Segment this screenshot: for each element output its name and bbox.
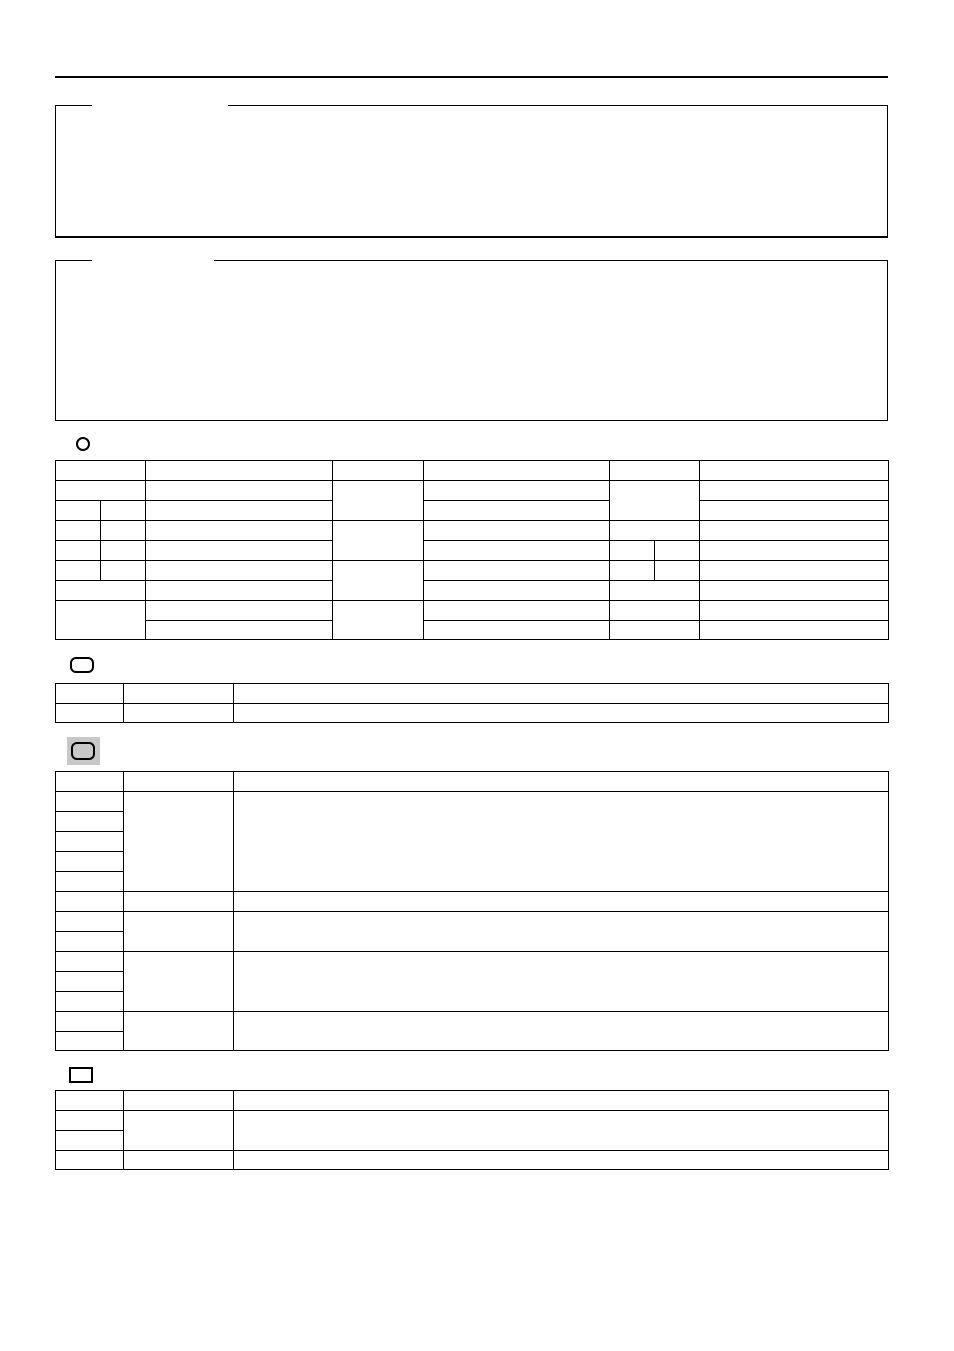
spec-cell: [56, 481, 146, 501]
spec-table-header-row: [56, 461, 889, 481]
table-3-row: [56, 892, 889, 912]
table-4-cell: [56, 1131, 124, 1151]
spec-cell: [333, 601, 424, 640]
spec-table-row: [56, 621, 889, 640]
spec-cell: [56, 601, 146, 640]
table-4-cell: [56, 1111, 124, 1131]
table-2-cell: [56, 684, 124, 704]
spec-cell: [146, 621, 333, 640]
table-4-row: [56, 1151, 889, 1170]
rounded-rect-highlighted-icon: [71, 742, 95, 760]
spec-cell: [146, 461, 333, 481]
spec-cell: [146, 581, 333, 601]
spec-cell: [700, 521, 889, 541]
table-3-cell: [234, 772, 889, 792]
table-4-cell: [124, 1091, 234, 1111]
spec-cell: [424, 581, 610, 601]
table-2-cell: [56, 704, 124, 723]
spec-table-row: [56, 561, 889, 581]
table-4-cell: [124, 1111, 234, 1151]
spec-table-row: [56, 521, 889, 541]
spec-table-row: [56, 541, 889, 561]
table-2-header-row: [56, 684, 889, 704]
table-2: [55, 683, 889, 723]
table-3-cell: [56, 972, 124, 992]
spec-cell: [424, 501, 610, 521]
spec-cell: [700, 501, 889, 521]
table-3-cell: [124, 1012, 234, 1051]
table-3-header-row: [56, 772, 889, 792]
table-3-row: [56, 792, 889, 812]
rect-icon: [69, 1067, 93, 1083]
spec-cell: [610, 621, 700, 640]
spec-cell: [424, 561, 610, 581]
table-2-cell: [234, 684, 889, 704]
table-3-cell: [124, 912, 234, 952]
table-4-cell: [234, 1111, 889, 1151]
spec-cell: [56, 581, 146, 601]
spec-cell: [610, 461, 700, 481]
spec-cell: [424, 621, 610, 640]
table-3-cell: [234, 1012, 889, 1051]
spec-cell: [333, 481, 424, 521]
table-3-cell: [56, 812, 124, 832]
table-4-cell: [56, 1151, 124, 1170]
table-3-cell: [124, 892, 234, 912]
circle-icon: [76, 437, 90, 451]
table-3-cell: [56, 832, 124, 852]
table-3-cell: [56, 952, 124, 972]
spec-table-row: [56, 601, 889, 621]
table-2-cell: [124, 684, 234, 704]
table-3-cell: [124, 952, 234, 1012]
spec-cell: [146, 561, 333, 581]
table-3-cell: [56, 852, 124, 872]
table-3-cell: [56, 892, 124, 912]
table-3-cell: [234, 952, 889, 1012]
info-box-1-legend-gap: [92, 104, 228, 108]
spec-cell: [333, 461, 424, 481]
table-4-cell: [124, 1151, 234, 1170]
header-rule: [55, 76, 888, 78]
table-3-cell: [56, 1032, 124, 1051]
spec-table-row: [56, 481, 889, 501]
info-box-2-legend-gap: [92, 259, 214, 263]
spec-cell: [424, 541, 610, 561]
info-box-1: [55, 105, 888, 238]
spec-cell: [424, 461, 610, 481]
table-3-cell: [56, 912, 124, 932]
spec-cell: [56, 561, 101, 581]
table-3-row: [56, 912, 889, 932]
spec-cell: [610, 521, 700, 541]
spec-table-row: [56, 501, 889, 521]
table-3-cell: [56, 792, 124, 812]
spec-cell: [101, 501, 146, 521]
rounded-rect-icon: [70, 657, 94, 673]
table-3-cell: [56, 872, 124, 892]
spec-cell: [655, 561, 700, 581]
table-3-cell: [56, 932, 124, 952]
spec-cell: [610, 541, 655, 561]
table-3: [55, 771, 889, 1051]
table-3-cell: [234, 912, 889, 952]
spec-cell: [146, 481, 333, 501]
table-4-header-row: [56, 1091, 889, 1111]
table-3-cell: [56, 992, 124, 1012]
spec-table-row: [56, 581, 889, 601]
table-4-cell: [234, 1151, 889, 1170]
table-4-row: [56, 1111, 889, 1131]
spec-cell: [146, 601, 333, 621]
spec-cell: [424, 601, 610, 621]
spec-cell: [700, 581, 889, 601]
table-3-cell: [56, 1012, 124, 1032]
spec-cell: [56, 541, 101, 561]
spec-cell: [610, 601, 700, 621]
spec-cell: [56, 461, 146, 481]
spec-cell: [146, 521, 333, 541]
spec-cell: [610, 581, 700, 601]
spec-cell: [146, 541, 333, 561]
info-box-2: [55, 260, 888, 421]
spec-table: [55, 460, 889, 640]
table-2-cell: [124, 704, 234, 723]
spec-cell: [610, 561, 655, 581]
spec-cell: [56, 501, 101, 521]
spec-cell: [333, 521, 424, 561]
table-3-row: [56, 1012, 889, 1032]
spec-cell: [101, 561, 146, 581]
table-3-cell: [124, 792, 234, 892]
spec-cell: [700, 461, 889, 481]
table-3-row: [56, 952, 889, 972]
spec-cell: [700, 601, 889, 621]
spec-cell: [700, 621, 889, 640]
spec-cell: [424, 481, 610, 501]
spec-cell: [610, 481, 700, 521]
spec-cell: [56, 521, 101, 541]
spec-cell: [101, 521, 146, 541]
spec-cell: [333, 561, 424, 601]
table-3-cell: [56, 772, 124, 792]
table-3-cell: [124, 772, 234, 792]
spec-cell: [424, 521, 610, 541]
spec-cell: [146, 501, 333, 521]
table-3-cell: [234, 892, 889, 912]
spec-cell: [101, 541, 146, 561]
table-4: [55, 1090, 889, 1170]
table-2-row: [56, 704, 889, 723]
table-2-cell: [234, 704, 889, 723]
spec-cell: [700, 561, 889, 581]
spec-cell: [700, 481, 889, 501]
table-4-cell: [56, 1091, 124, 1111]
table-4-cell: [234, 1091, 889, 1111]
table-3-cell: [234, 792, 889, 892]
spec-cell: [700, 541, 889, 561]
spec-cell: [655, 541, 700, 561]
